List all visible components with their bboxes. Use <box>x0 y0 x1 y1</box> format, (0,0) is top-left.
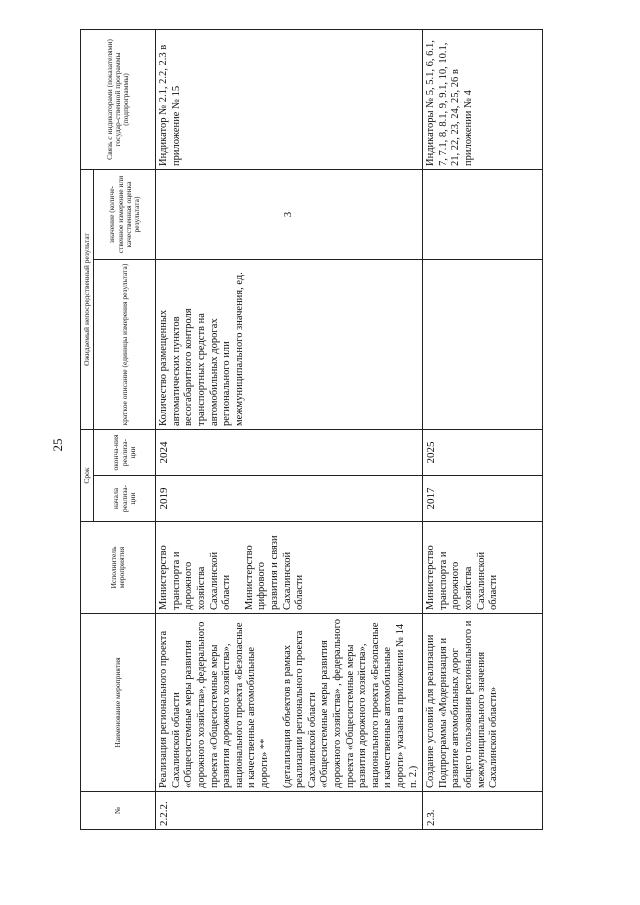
row-result-desc: Количество размещенных автоматических пунктов весогабаритного контроля транспортных средств на автомобильных дорогах регионального или межмуниципального значения, ед. <box>156 260 423 430</box>
row-number: 2.2.2. <box>156 792 423 830</box>
row-executor <box>156 522 423 614</box>
page-number: 25 <box>50 438 65 452</box>
header-result-desc: краткое описание (единицы измерения результата) <box>94 260 156 430</box>
row-executor-2: Министерство цифрового развития и связи Сахалинской области <box>243 535 306 610</box>
row-start: 2019 <box>156 476 423 522</box>
activities-table <box>80 29 543 830</box>
row-name-main: Реализация регионального проекта Сахалинской области «Общесистемные меры развития дорожного хозяйства», федерального проекта «Общесистемные меры развития дорожного хозяйства», национального проекта «Безопасные и качественные автомобильные дороги» ** <box>158 621 270 788</box>
rotated-table-container <box>80 30 640 830</box>
header-term: Срок <box>81 430 94 522</box>
row-executor: Министерство транспорта и дорожного хозяйства Сахалинской области <box>423 522 543 614</box>
header-row-1 <box>81 30 94 830</box>
table-row <box>156 30 423 830</box>
row-end: 2024 <box>156 430 423 476</box>
header-term-start: начала реализа-ции <box>94 476 156 522</box>
row-end: 2025 <box>423 430 543 476</box>
row-name-detail: (детализация объектов в рамках реализации регионального проекта Сахалинской области «Общесистемные меры развития дорожного хозяйства» , федерального проекта «Общесистемные меры развития дорожного хозяйства», национального проекта «Безопасные и качественные автомобильные дороги» указана в приложении № 14 п. 2.) <box>281 619 419 788</box>
row-name <box>156 614 423 792</box>
header-link: Связь с индикаторами (показателями) государ-ственной программы (подпрограммы) <box>81 30 156 170</box>
header-result: Ожидаемый непосредственный результат <box>81 170 94 430</box>
header-number: № <box>81 792 156 830</box>
row-result-value <box>423 170 543 260</box>
row-result-desc <box>423 260 543 430</box>
header-executor: Исполнитель мероприятия <box>81 522 156 614</box>
header-name: Наименование мероприятия <box>81 614 156 792</box>
row-link: Индикаторы № 5, 5.1, 6, 6.1, 7, 7.1, 8, 8.1, 9, 9.1, 10, 10.1, 21, 22, 23, 24, 25, 26 в приложении № 4 <box>423 30 543 170</box>
row-name: Создание условий для реализации Подпрограммы «Модернизация и развитие автомобильных дорог общего пользования регионального и межмуниципального значения Сахалинской области» <box>423 614 543 792</box>
row-link: Индикатор № 2.1, 2.2, 2.3 в приложение № 15 <box>156 30 423 170</box>
table-row <box>423 30 543 830</box>
header-term-end: оконча-ния реализа-ции <box>94 430 156 476</box>
row-result-value: 3 <box>156 170 423 260</box>
row-number: 2.3. <box>423 792 543 830</box>
row-start: 2017 <box>423 476 543 522</box>
row-executor-1: Министерство транспорта и дорожного хозяйства Сахалинской области <box>158 545 233 610</box>
header-result-value: значение (количе-ственное измерение или качественная оценка результата) <box>94 170 156 260</box>
